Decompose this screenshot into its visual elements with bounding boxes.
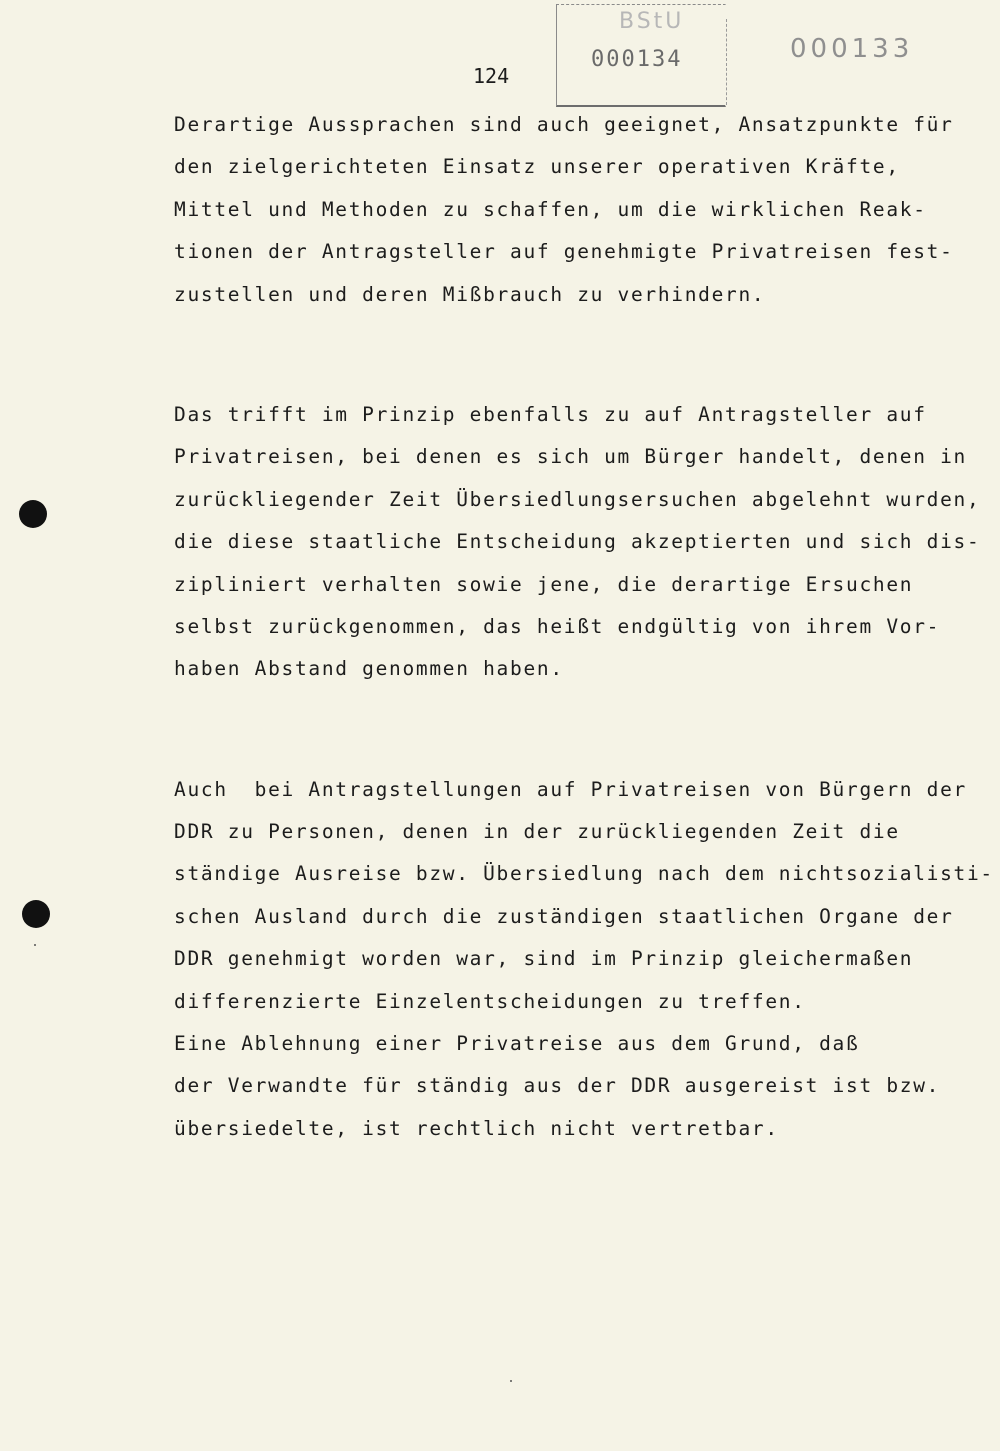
paragraph-2: [174, 400, 981, 697]
text-line: Privatreisen, bei denen es sich um Bürger handelt, denen in: [174, 445, 967, 469]
text-line: DDR genehmigt worden war, sind im Prinzip gleichermaßen: [174, 947, 914, 971]
text-line: Das trifft im Prinzip ebenfalls zu auf Antragsteller auf: [174, 402, 927, 426]
punch-hole: [22, 900, 50, 928]
paragraph-1: [174, 110, 954, 322]
text-line: schen Ausland durch die zuständigen staatlichen Organe der: [174, 904, 954, 928]
punch-hole: [19, 500, 47, 528]
text-line: selbst zurückgenommen, das heißt endgültig von ihrem Vor-: [174, 614, 941, 638]
archive-page-number: 000133: [790, 34, 914, 64]
paragraph-3: [174, 775, 994, 1157]
paper-speck: [510, 1380, 512, 1382]
text-line: Auch bei Antragstellungen auf Privatreisen von Bürgern der: [174, 777, 967, 801]
text-line: Mittel und Methoden zu schaffen, um die wirklichen Reak-: [174, 197, 927, 221]
text-line: den zielgerichteten Einsatz unserer operativen Kräfte,: [174, 155, 900, 179]
text-line: zurückliegender Zeit Übersiedlungsersuchen abgelehnt wurden,: [174, 487, 981, 511]
stamp-number: 000134: [591, 47, 683, 72]
text-line: übersiedelte, ist rechtlich nicht vertretbar.: [174, 1116, 779, 1140]
text-line: DDR zu Personen, denen in der zurückliegenden Zeit die: [174, 820, 900, 844]
text-line: Derartige Aussprachen sind auch geeignet, Ansatzpunkte für: [174, 113, 954, 136]
text-line: ständige Ausreise bzw. Übersiedlung nach dem nichtsozialisti-: [174, 862, 994, 886]
text-line: der Verwandte für ständig aus der DDR ausgereist ist bzw.: [174, 1074, 941, 1098]
text-line: zustellen und deren Mißbrauch zu verhindern.: [174, 282, 766, 306]
text-line: zipliniert verhalten sowie jene, die derartige Ersuchen: [174, 572, 914, 596]
text-line: haben Abstand genommen haben.: [174, 657, 564, 681]
stamp-label: BStU: [619, 9, 685, 34]
text-line: differenzierte Einzelentscheidungen zu treffen.: [174, 989, 806, 1013]
text-line: die diese staatliche Entscheidung akzeptierten und sich dis-: [174, 530, 981, 554]
page-number: 124: [473, 64, 510, 88]
body-text: [174, 110, 994, 1156]
archive-stamp: [556, 4, 726, 107]
text-line: Eine Ablehnung einer Privatreise aus dem Grund, daß: [174, 1032, 860, 1056]
text-line: tionen der Antragsteller auf genehmigte Privatreisen fest-: [174, 240, 954, 264]
paper-speck: [34, 944, 36, 946]
